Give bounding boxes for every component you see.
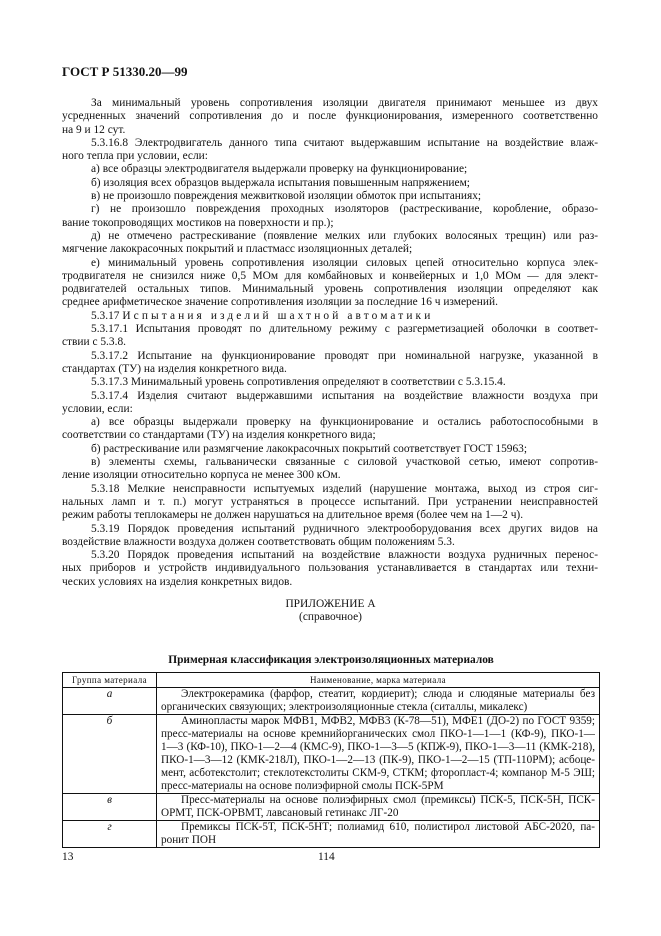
text-line: ление изоляции относительно корпуса не менее 300 кОм. [62,469,341,482]
paragraph [62,456,598,483]
paragraph [62,230,598,257]
page-number-left: 13 [62,851,74,863]
text-line: пресс-материалы на основе кремнийорганических смол ПКО-1—1—1 (КФ-9), ПКО-1— [161,728,595,740]
text-line: 5.3.17.4 Изделия считают выдержавшими испытания на воздействие влажности воздуха при [91,389,598,402]
material-group-cell: г [63,821,157,848]
paragraph [62,443,598,456]
materials-table [62,672,600,848]
material-description-cell [157,688,600,715]
text-line: Пресс-материалы на основе полиэфирных смол (премиксы) ПСК-5, ПСК-5Н, ПСК- [181,794,595,806]
paragraph [62,190,598,203]
text-line: режим работы теплокамеры не должен нарушаться на длительное время (более чем на 1—2 ч). [62,509,524,522]
text-line: 5.3.17.1 Испытания проводят по длительному режиму с разгерметизацией оболочки в соответ- [91,323,598,336]
text-line: в) элементы схемы, гальванически связанные с силовой участковой сетью, имеют сопротив- [91,456,598,469]
paragraph [62,390,598,417]
paragraph [62,257,598,310]
text-line: усредненных значений сопротивления до и после функционирования, измеренного соответственно [62,110,598,123]
material-description-cell [157,821,600,848]
text-line: среднее арифметическое значение сопротивления изоляции за последние 16 ч измерений. [62,296,498,309]
text-line: е) минимальный уровень сопротивления изоляции силовых цепей относительно корпуса элек- [91,256,598,269]
text-line: стандартах (ТУ) на изделия конкретного вида. [62,362,287,375]
paragraph [62,416,598,443]
text-line: родвигателей остальных типов. Минимальный уровень сопротивления изоляции определяют как [62,283,598,296]
material-description-cell [157,794,600,821]
text-line: 5.3.18 Мелкие неисправности испытуемых изделий (нарушение монтажа, выход из строя сиг- [91,482,598,495]
table-row [63,821,600,848]
section-heading-line [62,310,598,323]
text-line: 5.3.20 Порядок проведения испытаний на воздействие влажности воздуха рудничных перенос- [91,549,598,562]
material-description-cell [157,715,600,794]
text-line: 5.3.17.2 Испытание на функционирование проводят при номинальной нагрузке, указанной в [91,349,598,362]
paragraph [62,310,598,323]
text-line: Премиксы ПСК-5Т, ПСК-5НТ; полиамид 610, полистирол листовой АБС-2020, па- [181,821,595,833]
text-line: ОРМТ, ПСК-ОРВМТ, лавсановый гетинакс ЛГ-20 [161,807,399,819]
text-line: а) все образцы выдержали проверку на функционирование и остались работоспособными в [91,416,598,429]
text-line: б) растрескивание или размягчение лакокрасочных покрытий соответствует ГОСТ 15963; [91,442,528,455]
paragraph [62,523,598,550]
text-line: условии, если: [62,402,133,415]
text-line: в) не произошло повреждения межвитковой изоляции обмоток при испытаниях; [91,190,482,203]
text-line: 5.3.16.8 Электродвигатель данного типа считают выдержавшим испытание на воздействие влаж- [91,136,598,149]
text-line: ного тепла при условии, если: [62,150,208,163]
text-line: д) не отмечено растрескивание (появление мелких или глубоких волосяных трещин) или раз- [91,229,598,242]
paragraph [62,163,598,176]
document-code-header: ГОСТ Р 51330.20—99 [62,64,188,79]
text-line: ПКО-1—3—12 (КМК-218Л), ПКО-1—2—13 (ПК-9), ПКО-1—2—15 (ТП-110РМ); асбоце- [161,754,595,766]
table-row [63,715,600,794]
text-line: органических связующих; электроизоляционные стекла (ситаллы, микалекс) [161,701,528,713]
text-line: а) все образцы электродвигателя выдержали проверку на функционирование; [91,163,468,176]
text-line: 5.3.19 Порядок проведения испытаний рудничного электрооборудования всех других видов на [91,522,598,535]
text-line: б) изоляция всех образцов выдержала испытания повышенным напряжением; [91,176,470,189]
text-line: ронит ПОН [161,834,217,846]
table-title: Примерная классификация электроизоляционных материалов [168,654,494,666]
paragraph [62,323,598,350]
text-line: мягчение лакокрасочных покрытий и пластмасс изоляционных деталей; [62,243,413,256]
text-line: пресс-материалы на основе полиэфирной смолы ПСК-5РМ [161,780,444,792]
text-line: ствии с 5.3.8. [62,336,126,349]
table-row [63,688,600,715]
text-line: мент, асботекстолит; стеклотекстолиты СКМ-9, СТКМ; фторопласт-4; компанор М-5 ЭШ; [161,767,595,779]
paragraph [62,549,598,589]
text-line: воздействие влажности воздуха должен соответствовать общим положениям 5.3. [62,535,455,548]
text-line: ческих условиях на изделия конкретных видов. [62,575,293,588]
text-line: на 9 и 12 сут. [62,123,126,136]
paragraph [62,137,598,164]
text-line: г) не произошло повреждения проходных изоляторов (растрескивание, коробление, образо- [91,203,598,216]
table-header-row [63,673,600,688]
appendix-heading [0,598,661,624]
text-line: 5.3.17.3 Минимальный уровень сопротивления определяют в соответствии с 5.3.15.4. [91,376,506,389]
paragraph [62,203,598,230]
paragraph [62,376,598,389]
appendix-title: ПРИЛОЖЕНИЕ А [285,598,376,610]
text-line: ных приборов и устройств индивидуального пользования устанавливается в стандартах или техни- [62,562,598,575]
text-line: За минимальный уровень сопротивления изоляции двигателя принимают меньшее из двух [91,97,598,109]
section-heading: Испытания изделий шахтной автоматики [122,309,434,322]
page-number-center: 114 [318,851,335,863]
appendix-subtitle: (справочное) [299,611,362,623]
text-line: Электрокерамика (фарфор, стеатит, кордиерит); слюда и слюдяные материалы без [181,688,595,700]
body-text [62,97,598,589]
material-group-cell: б [63,715,157,794]
column-header-group: Группа материала [63,673,157,688]
paragraph [62,350,598,377]
paragraph [62,97,598,137]
material-group-cell: в [63,794,157,821]
paragraph [62,177,598,190]
text-line: тродвигателя не снизился ниже 0,5 МОм для комбайновых и конвейерных и 1,0 МОм — для элект- [62,269,598,282]
paragraph [62,483,598,523]
text-line: соответствии со стандартами (ТУ) на изделия конкретного вида; [62,429,376,442]
column-header-name: Наименование, марка материала [157,673,600,688]
text-line: нальных ламп и т. п.) могут устраняться в процессе испытаний. При устранении неисправностей [62,495,598,508]
section-number: 5.3.17 [91,309,120,322]
text-line: Аминопласты марок МФВ1, МФВ2, МФВ3 (К-78—51), МФЕ1 (ДО-2) по ГОСТ 9359; [181,715,595,727]
text-line: вание токопроводящих мостиков на поверхности и пр.); [62,216,334,229]
material-group-cell: а [63,688,157,715]
table-row [63,794,600,821]
text-line: 1—3 (КФ-10), ПКО-1—2—4 (КМС-9), ПКО-1—3—5 (КПЖ-9), ПКО-1—3—11 (КМК-218), [161,741,595,753]
